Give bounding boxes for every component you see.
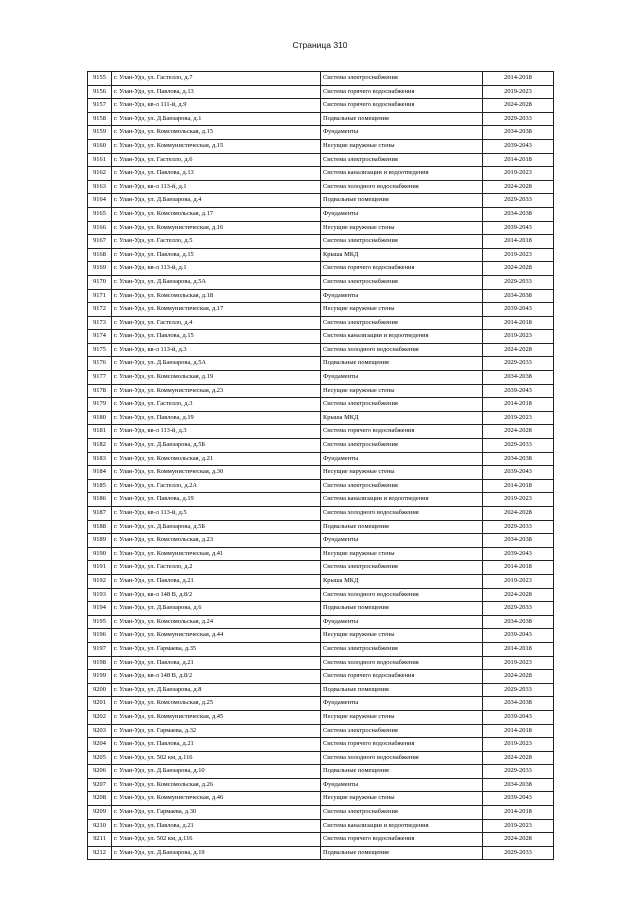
building-system-cell: Подвальные помещения bbox=[321, 683, 483, 697]
building-system-cell: Фундаменты bbox=[321, 126, 483, 140]
address-cell: г. Улан-Удэ, ул. Коммунистическая, д.30 bbox=[112, 466, 321, 480]
address-cell: г. Улан-Удэ, ул. Гастелло, д.7 bbox=[112, 72, 321, 86]
table-row bbox=[88, 112, 554, 126]
repair-period-cell: 2024-2028 bbox=[483, 507, 554, 521]
row-number-cell: 9188 bbox=[88, 520, 112, 534]
repair-period-cell: 2014-2018 bbox=[483, 235, 554, 249]
address-cell: г. Улан-Удэ, кв-л 148 В, д.8/2 bbox=[112, 588, 321, 602]
page-number-label: Страница 310 bbox=[292, 40, 348, 50]
building-system-cell: Система электроснабжения bbox=[321, 724, 483, 738]
table-row bbox=[88, 697, 554, 711]
building-system-cell: Фундаменты bbox=[321, 371, 483, 385]
repair-period-cell: 2024-2028 bbox=[483, 425, 554, 439]
row-number-cell: 9195 bbox=[88, 615, 112, 629]
row-number-cell: 9165 bbox=[88, 207, 112, 221]
table-row bbox=[88, 806, 554, 820]
row-number-cell: 9170 bbox=[88, 275, 112, 289]
table-row bbox=[88, 574, 554, 588]
address-cell: г. Улан-Удэ, ул. Коммунистическая, д.23 bbox=[112, 384, 321, 398]
row-number-cell: 9173 bbox=[88, 316, 112, 330]
row-number-cell: 9160 bbox=[88, 139, 112, 153]
row-number-cell: 9155 bbox=[88, 72, 112, 86]
table-row bbox=[88, 384, 554, 398]
building-system-cell: Система электроснабжения bbox=[321, 806, 483, 820]
row-number-cell: 9167 bbox=[88, 235, 112, 249]
table-row bbox=[88, 833, 554, 847]
table-row bbox=[88, 207, 554, 221]
table-row bbox=[88, 656, 554, 670]
table-row bbox=[88, 642, 554, 656]
address-cell: г. Улан-Удэ, ул. Д.Банзарова, д.8 bbox=[112, 683, 321, 697]
table-row bbox=[88, 602, 554, 616]
table-row bbox=[88, 357, 554, 371]
building-system-cell: Система электроснабжения bbox=[321, 642, 483, 656]
building-system-cell: Фундаменты bbox=[321, 778, 483, 792]
building-system-cell: Система электроснабжения bbox=[321, 316, 483, 330]
repair-period-cell: 2014-2018 bbox=[483, 642, 554, 656]
row-number-cell: 9208 bbox=[88, 792, 112, 806]
table-row bbox=[88, 99, 554, 113]
building-system-cell: Подвальные помещения bbox=[321, 602, 483, 616]
row-number-cell: 9198 bbox=[88, 656, 112, 670]
address-cell: г. Улан-Удэ, ул. Коммунистическая, д.41 bbox=[112, 547, 321, 561]
table-row bbox=[88, 153, 554, 167]
table-row bbox=[88, 289, 554, 303]
building-system-cell: Система электроснабжения bbox=[321, 479, 483, 493]
table-row bbox=[88, 371, 554, 385]
table-row bbox=[88, 493, 554, 507]
row-number-cell: 9166 bbox=[88, 221, 112, 235]
address-cell: г. Улан-Удэ, кв-л 113-й, д.5 bbox=[112, 507, 321, 521]
address-cell: г. Улан-Удэ, ул. Коммунистическая, д.17 bbox=[112, 303, 321, 317]
row-number-cell: 9174 bbox=[88, 330, 112, 344]
repair-period-cell: 2024-2028 bbox=[483, 751, 554, 765]
repair-period-cell: 2014-2018 bbox=[483, 561, 554, 575]
repair-period-cell: 2019-2023 bbox=[483, 248, 554, 262]
repair-period-cell: 2029-2033 bbox=[483, 520, 554, 534]
address-cell: г. Улан-Удэ, ул. Д.Банзарова, д.1 bbox=[112, 112, 321, 126]
table-row bbox=[88, 710, 554, 724]
repair-period-cell: 2034-2038 bbox=[483, 778, 554, 792]
table-row bbox=[88, 561, 554, 575]
repair-period-cell: 2024-2028 bbox=[483, 180, 554, 194]
table-row bbox=[88, 751, 554, 765]
repair-period-cell: 2029-2033 bbox=[483, 275, 554, 289]
table-row bbox=[88, 275, 554, 289]
repair-period-cell: 2034-2038 bbox=[483, 289, 554, 303]
building-system-cell: Система горячего водоснабжения bbox=[321, 425, 483, 439]
repair-period-cell: 2019-2023 bbox=[483, 574, 554, 588]
repair-period-cell: 2019-2023 bbox=[483, 411, 554, 425]
repair-period-cell: 2034-2038 bbox=[483, 207, 554, 221]
building-system-cell: Несущие наружные стены bbox=[321, 547, 483, 561]
table-row bbox=[88, 792, 554, 806]
row-number-cell: 9183 bbox=[88, 452, 112, 466]
row-number-cell: 9164 bbox=[88, 194, 112, 208]
repair-period-cell: 2029-2033 bbox=[483, 846, 554, 860]
building-system-cell: Фундаменты bbox=[321, 534, 483, 548]
repair-period-cell: 2034-2038 bbox=[483, 452, 554, 466]
row-number-cell: 9181 bbox=[88, 425, 112, 439]
building-system-cell: Система холодного водоснабжения bbox=[321, 507, 483, 521]
repair-schedule-table bbox=[87, 71, 554, 860]
building-system-cell: Несущие наружные стены bbox=[321, 384, 483, 398]
address-cell: г. Улан-Удэ, ул. Гастелло, д.3 bbox=[112, 398, 321, 412]
table-row bbox=[88, 724, 554, 738]
address-cell: г. Улан-Удэ, кв-л 113-й, д.1 bbox=[112, 262, 321, 276]
row-number-cell: 9184 bbox=[88, 466, 112, 480]
table-row bbox=[88, 588, 554, 602]
address-cell: г. Улан-Удэ, ул. Павлова, д.15 bbox=[112, 330, 321, 344]
table-row bbox=[88, 778, 554, 792]
building-system-cell: Фундаменты bbox=[321, 615, 483, 629]
building-system-cell: Система горячего водоснабжения bbox=[321, 99, 483, 113]
row-number-cell: 9209 bbox=[88, 806, 112, 820]
repair-period-cell: 2039-2043 bbox=[483, 303, 554, 317]
building-system-cell: Система горячего водоснабжения bbox=[321, 833, 483, 847]
building-system-cell: Несущие наружные стены bbox=[321, 466, 483, 480]
address-cell: г. Улан-Удэ, ул. Коммунистическая, д.15 bbox=[112, 139, 321, 153]
repair-period-cell: 2039-2043 bbox=[483, 139, 554, 153]
repair-period-cell: 2019-2023 bbox=[483, 85, 554, 99]
row-number-cell: 9200 bbox=[88, 683, 112, 697]
repair-period-cell: 2024-2028 bbox=[483, 99, 554, 113]
building-system-cell: Подвальные помещения bbox=[321, 357, 483, 371]
table-row bbox=[88, 262, 554, 276]
address-cell: г. Улан-Удэ, кв-л 111-й, д.9 bbox=[112, 99, 321, 113]
building-system-cell: Несущие наружные стены bbox=[321, 139, 483, 153]
building-system-cell: Система канализации и водоотведения bbox=[321, 167, 483, 181]
table-row bbox=[88, 235, 554, 249]
table-row bbox=[88, 425, 554, 439]
table-row bbox=[88, 398, 554, 412]
row-number-cell: 9177 bbox=[88, 371, 112, 385]
building-system-cell: Система холодного водоснабжения bbox=[321, 343, 483, 357]
building-system-cell: Несущие наружные стены bbox=[321, 629, 483, 643]
table-row bbox=[88, 738, 554, 752]
building-system-cell: Система электроснабжения bbox=[321, 235, 483, 249]
repair-period-cell: 2034-2038 bbox=[483, 697, 554, 711]
table-row bbox=[88, 520, 554, 534]
repair-period-cell: 2024-2028 bbox=[483, 670, 554, 684]
row-number-cell: 9161 bbox=[88, 153, 112, 167]
address-cell: г. Улан-Удэ, ул. Коммунистическая, д.44 bbox=[112, 629, 321, 643]
address-cell: г. Улан-Удэ, ул. Павлова, д.21 bbox=[112, 574, 321, 588]
building-system-cell: Фундаменты bbox=[321, 697, 483, 711]
repair-period-cell: 2029-2033 bbox=[483, 683, 554, 697]
building-system-cell: Подвальные помещения bbox=[321, 765, 483, 779]
address-cell: г. Улан-Удэ, ул. Комсомольская, д.18 bbox=[112, 289, 321, 303]
row-number-cell: 9197 bbox=[88, 642, 112, 656]
row-number-cell: 9169 bbox=[88, 262, 112, 276]
row-number-cell: 9207 bbox=[88, 778, 112, 792]
table-row bbox=[88, 466, 554, 480]
building-system-cell: Система холодного водоснабжения bbox=[321, 180, 483, 194]
row-number-cell: 9194 bbox=[88, 602, 112, 616]
table-row bbox=[88, 479, 554, 493]
row-number-cell: 9185 bbox=[88, 479, 112, 493]
address-cell: г. Улан-Удэ, ул. Комсомольская, д.21 bbox=[112, 452, 321, 466]
table-row bbox=[88, 85, 554, 99]
table-row bbox=[88, 629, 554, 643]
repair-period-cell: 2034-2038 bbox=[483, 371, 554, 385]
row-number-cell: 9171 bbox=[88, 289, 112, 303]
repair-period-cell: 2019-2023 bbox=[483, 493, 554, 507]
building-system-cell: Подвальные помещения bbox=[321, 846, 483, 860]
table-row bbox=[88, 819, 554, 833]
address-cell: г. Улан-Удэ, ул. Д.Банзарова, д.5А bbox=[112, 357, 321, 371]
building-system-cell: Несущие наружные стены bbox=[321, 792, 483, 806]
building-system-cell: Система электроснабжения bbox=[321, 398, 483, 412]
row-number-cell: 9191 bbox=[88, 561, 112, 575]
row-number-cell: 9158 bbox=[88, 112, 112, 126]
address-cell: г. Улан-Удэ, кв-л 113-й, д.3 bbox=[112, 343, 321, 357]
row-number-cell: 9178 bbox=[88, 384, 112, 398]
repair-period-cell: 2024-2028 bbox=[483, 262, 554, 276]
address-cell: г. Улан-Удэ, ул. Павлова, д.21 bbox=[112, 819, 321, 833]
row-number-cell: 9211 bbox=[88, 833, 112, 847]
building-system-cell: Система холодного водоснабжения bbox=[321, 588, 483, 602]
row-number-cell: 9162 bbox=[88, 167, 112, 181]
building-system-cell: Крыша МКД bbox=[321, 248, 483, 262]
building-system-cell: Система горячего водоснабжения bbox=[321, 738, 483, 752]
address-cell: г. Улан-Удэ, ул. Коммунистическая, д.45 bbox=[112, 710, 321, 724]
row-number-cell: 9168 bbox=[88, 248, 112, 262]
repair-period-cell: 2014-2018 bbox=[483, 806, 554, 820]
repair-period-cell: 2014-2018 bbox=[483, 398, 554, 412]
address-cell: г. Улан-Удэ, ул. Гармаева, д.32 bbox=[112, 724, 321, 738]
building-system-cell: Подвальные помещения bbox=[321, 520, 483, 534]
repair-period-cell: 2029-2033 bbox=[483, 112, 554, 126]
address-cell: г. Улан-Удэ, ул. 502 км, д.116 bbox=[112, 751, 321, 765]
row-number-cell: 9212 bbox=[88, 846, 112, 860]
repair-period-cell: 2039-2043 bbox=[483, 629, 554, 643]
repair-period-cell: 2029-2033 bbox=[483, 765, 554, 779]
address-cell: г. Улан-Удэ, ул. Комсомольская, д.24 bbox=[112, 615, 321, 629]
repair-period-cell: 2014-2018 bbox=[483, 479, 554, 493]
repair-period-cell: 2019-2023 bbox=[483, 656, 554, 670]
address-cell: г. Улан-Удэ, ул. Комсомольская, д.26 bbox=[112, 778, 321, 792]
row-number-cell: 9179 bbox=[88, 398, 112, 412]
address-cell: г. Улан-Удэ, ул. Коммунистическая, д.16 bbox=[112, 221, 321, 235]
table-row bbox=[88, 139, 554, 153]
address-cell: г. Улан-Удэ, ул. Комсомольская, д.15 bbox=[112, 126, 321, 140]
repair-period-cell: 2039-2043 bbox=[483, 547, 554, 561]
address-cell: г. Улан-Удэ, ул. Павлова, д.15 bbox=[112, 248, 321, 262]
repair-period-cell: 2014-2018 bbox=[483, 153, 554, 167]
building-system-cell: Подвальные помещения bbox=[321, 112, 483, 126]
table-row bbox=[88, 167, 554, 181]
repair-period-cell: 2029-2033 bbox=[483, 602, 554, 616]
row-number-cell: 9182 bbox=[88, 439, 112, 453]
row-number-cell: 9180 bbox=[88, 411, 112, 425]
address-cell: г. Улан-Удэ, ул. 502 км, д.116 bbox=[112, 833, 321, 847]
row-number-cell: 9210 bbox=[88, 819, 112, 833]
building-system-cell: Фундаменты bbox=[321, 452, 483, 466]
row-number-cell: 9192 bbox=[88, 574, 112, 588]
building-system-cell: Система канализации и водоотведения bbox=[321, 330, 483, 344]
repair-period-cell: 2034-2038 bbox=[483, 615, 554, 629]
building-system-cell: Несущие наружные стены bbox=[321, 221, 483, 235]
address-cell: г. Улан-Удэ, ул. Гастелло, д.5 bbox=[112, 235, 321, 249]
row-number-cell: 9196 bbox=[88, 629, 112, 643]
repair-period-cell: 2019-2023 bbox=[483, 738, 554, 752]
address-cell: г. Улан-Удэ, ул. Комсомольская, д.23 bbox=[112, 534, 321, 548]
table-row bbox=[88, 615, 554, 629]
repair-period-cell: 2034-2038 bbox=[483, 126, 554, 140]
table-row bbox=[88, 72, 554, 86]
address-cell: г. Улан-Удэ, ул. Коммунистическая, д.46 bbox=[112, 792, 321, 806]
building-system-cell: Система электроснабжения bbox=[321, 153, 483, 167]
address-cell: г. Улан-Удэ, ул. Павлова, д.21 bbox=[112, 656, 321, 670]
row-number-cell: 9206 bbox=[88, 765, 112, 779]
address-cell: г. Улан-Удэ, ул. Д.Банзарова, д.5Б bbox=[112, 439, 321, 453]
table-row bbox=[88, 330, 554, 344]
row-number-cell: 9199 bbox=[88, 670, 112, 684]
repair-period-cell: 2039-2043 bbox=[483, 221, 554, 235]
row-number-cell: 9201 bbox=[88, 697, 112, 711]
building-system-cell: Система электроснабжения bbox=[321, 72, 483, 86]
row-number-cell: 9204 bbox=[88, 738, 112, 752]
address-cell: г. Улан-Удэ, ул. Комсомольская, д.25 bbox=[112, 697, 321, 711]
table-row bbox=[88, 316, 554, 330]
address-cell: г. Улан-Удэ, ул. Гастелло, д.2А bbox=[112, 479, 321, 493]
row-number-cell: 9205 bbox=[88, 751, 112, 765]
building-system-cell: Система холодного водоснабжения bbox=[321, 751, 483, 765]
table-row bbox=[88, 180, 554, 194]
building-system-cell: Несущие наружные стены bbox=[321, 710, 483, 724]
address-cell: г. Улан-Удэ, ул. Павлова, д.19 bbox=[112, 411, 321, 425]
table-row bbox=[88, 534, 554, 548]
repair-period-cell: 2019-2023 bbox=[483, 819, 554, 833]
building-system-cell: Система электроснабжения bbox=[321, 275, 483, 289]
repair-period-cell: 2019-2023 bbox=[483, 330, 554, 344]
address-cell: г. Улан-Удэ, ул. Гастелло, д.4 bbox=[112, 316, 321, 330]
table-row bbox=[88, 126, 554, 140]
repair-period-cell: 2024-2028 bbox=[483, 343, 554, 357]
row-number-cell: 9203 bbox=[88, 724, 112, 738]
address-cell: г. Улан-Удэ, ул. Гастелло, д.6 bbox=[112, 153, 321, 167]
row-number-cell: 9202 bbox=[88, 710, 112, 724]
address-cell: г. Улан-Удэ, ул. Д.Банзарова, д.6 bbox=[112, 602, 321, 616]
address-cell: г. Улан-Удэ, ул. Д.Банзарова, д.4 bbox=[112, 194, 321, 208]
row-number-cell: 9175 bbox=[88, 343, 112, 357]
repair-period-cell: 2034-2038 bbox=[483, 534, 554, 548]
table-row bbox=[88, 846, 554, 860]
repair-period-cell: 2029-2033 bbox=[483, 439, 554, 453]
repair-period-cell: 2039-2043 bbox=[483, 710, 554, 724]
building-system-cell: Система канализации и водоотведения bbox=[321, 819, 483, 833]
table-row bbox=[88, 303, 554, 317]
repair-period-cell: 2024-2028 bbox=[483, 833, 554, 847]
table-row bbox=[88, 248, 554, 262]
row-number-cell: 9172 bbox=[88, 303, 112, 317]
building-system-cell: Крыша МКД bbox=[321, 411, 483, 425]
repair-period-cell: 2014-2018 bbox=[483, 724, 554, 738]
building-system-cell: Система горячего водоснабжения bbox=[321, 85, 483, 99]
address-cell: г. Улан-Удэ, ул. Павлова, д.13 bbox=[112, 167, 321, 181]
address-cell: г. Улан-Удэ, кв-л 113-й, д.1 bbox=[112, 180, 321, 194]
address-cell: г. Улан-Удэ, ул. Д.Банзарова, д.10 bbox=[112, 765, 321, 779]
table-row bbox=[88, 343, 554, 357]
row-number-cell: 9193 bbox=[88, 588, 112, 602]
row-number-cell: 9163 bbox=[88, 180, 112, 194]
row-number-cell: 9176 bbox=[88, 357, 112, 371]
row-number-cell: 9156 bbox=[88, 85, 112, 99]
table-row bbox=[88, 194, 554, 208]
row-number-cell: 9189 bbox=[88, 534, 112, 548]
repair-period-cell: 2039-2043 bbox=[483, 792, 554, 806]
repair-period-cell: 2029-2033 bbox=[483, 357, 554, 371]
repair-period-cell: 2039-2043 bbox=[483, 466, 554, 480]
row-number-cell: 9159 bbox=[88, 126, 112, 140]
address-cell: г. Улан-Удэ, кв-л 148 В, д.8/2 bbox=[112, 670, 321, 684]
address-cell: г. Улан-Удэ, ул. Гастелло, д.2 bbox=[112, 561, 321, 575]
table-row bbox=[88, 683, 554, 697]
address-cell: г. Улан-Удэ, ул. Д.Банзарова, д.5Б bbox=[112, 520, 321, 534]
repair-period-cell: 2024-2028 bbox=[483, 588, 554, 602]
table-row bbox=[88, 507, 554, 521]
building-system-cell: Система холодного водоснабжения bbox=[321, 656, 483, 670]
address-cell: г. Улан-Удэ, кв-л 113-й, д.3 bbox=[112, 425, 321, 439]
building-system-cell: Крыша МКД bbox=[321, 574, 483, 588]
address-cell: г. Улан-Удэ, ул. Д.Банзарова, д.5А bbox=[112, 275, 321, 289]
address-cell: г. Улан-Удэ, ул. Гармаева, д.35 bbox=[112, 642, 321, 656]
address-cell: г. Улан-Удэ, ул. Комсомольская, д.17 bbox=[112, 207, 321, 221]
row-number-cell: 9190 bbox=[88, 547, 112, 561]
building-system-cell: Фундаменты bbox=[321, 207, 483, 221]
building-system-cell: Система электроснабжения bbox=[321, 439, 483, 453]
repair-period-cell: 2019-2023 bbox=[483, 167, 554, 181]
address-cell: г. Улан-Удэ, ул. Павлова, д.19 bbox=[112, 493, 321, 507]
building-system-cell: Система канализации и водоотведения bbox=[321, 493, 483, 507]
table-row bbox=[88, 452, 554, 466]
table-row bbox=[88, 547, 554, 561]
row-number-cell: 9157 bbox=[88, 99, 112, 113]
building-system-cell: Подвальные помещения bbox=[321, 194, 483, 208]
address-cell: г. Улан-Удэ, ул. Павлова, д.21 bbox=[112, 738, 321, 752]
address-cell: г. Улан-Удэ, ул. Павлова, д.13 bbox=[112, 85, 321, 99]
building-system-cell: Фундаменты bbox=[321, 289, 483, 303]
row-number-cell: 9187 bbox=[88, 507, 112, 521]
table-row bbox=[88, 670, 554, 684]
building-system-cell: Система электроснабжения bbox=[321, 561, 483, 575]
table-body bbox=[88, 72, 554, 860]
table-row bbox=[88, 765, 554, 779]
table-row bbox=[88, 411, 554, 425]
row-number-cell: 9186 bbox=[88, 493, 112, 507]
repair-period-cell: 2014-2018 bbox=[483, 316, 554, 330]
repair-period-cell: 2014-2018 bbox=[483, 72, 554, 86]
address-cell: г. Улан-Удэ, ул. Гармаева, д.30 bbox=[112, 806, 321, 820]
repair-period-cell: 2039-2043 bbox=[483, 384, 554, 398]
repair-period-cell: 2029-2033 bbox=[483, 194, 554, 208]
table-row bbox=[88, 221, 554, 235]
table-row bbox=[88, 439, 554, 453]
address-cell: г. Улан-Удэ, ул. Д.Банзарова, д.19 bbox=[112, 846, 321, 860]
building-system-cell: Несущие наружные стены bbox=[321, 303, 483, 317]
building-system-cell: Система горячего водоснабжения bbox=[321, 262, 483, 276]
address-cell: г. Улан-Удэ, ул. Комсомольская, д.19 bbox=[112, 371, 321, 385]
building-system-cell: Система горячего водоснабжения bbox=[321, 670, 483, 684]
